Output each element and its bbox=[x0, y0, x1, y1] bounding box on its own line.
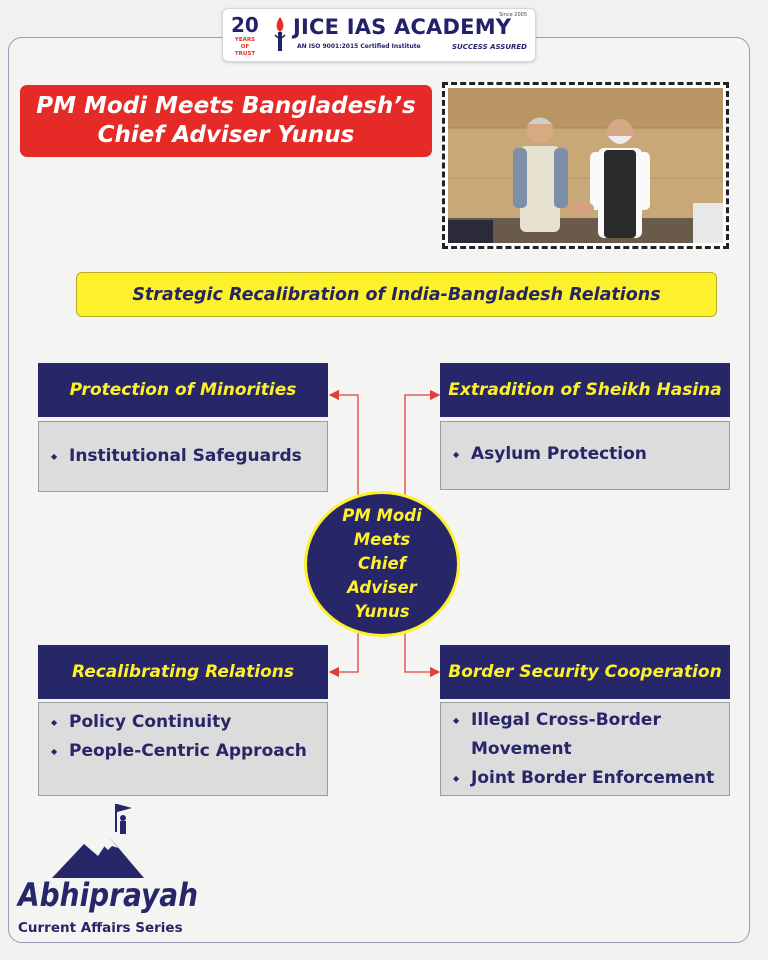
center-node bbox=[304, 491, 460, 637]
extradition-heading: Extradition of Sheikh Hasina bbox=[448, 380, 722, 400]
photo-frame bbox=[442, 82, 729, 249]
center-text: PM Modi Meets Chief Adviser Yunus bbox=[342, 506, 422, 621]
border-list bbox=[449, 706, 719, 793]
meeting-illustration bbox=[448, 88, 723, 243]
border-heading-box bbox=[440, 645, 730, 699]
extradition-list bbox=[449, 440, 719, 469]
relations-list bbox=[47, 708, 317, 766]
torch-icon bbox=[271, 15, 289, 53]
extradition-heading-box bbox=[440, 363, 730, 417]
list-item: ◆ Policy Continuity bbox=[47, 708, 317, 737]
series-brand bbox=[14, 798, 204, 940]
minorities-body bbox=[38, 421, 328, 492]
since-label: Since 2005 bbox=[499, 12, 527, 18]
page-title: PM Modi Meets Bangladesh’s Chief Adviser Yunus bbox=[36, 93, 416, 148]
tagline: SUCCESS ASSURED bbox=[452, 43, 527, 51]
list-item: ◆ People-Centric Approach bbox=[47, 737, 317, 766]
subtitle-text: Strategic Recalibration of India-Bangladesh Relations bbox=[132, 284, 661, 305]
subtitle-banner bbox=[76, 272, 717, 317]
relations-heading: Recalibrating Relations bbox=[71, 662, 295, 682]
years-number: 20 bbox=[231, 13, 259, 37]
list-item: ◆ Joint Border Enforcement bbox=[449, 764, 719, 793]
iso-label: AN ISO 9001:2015 Certified Institute bbox=[297, 43, 421, 50]
relations-body bbox=[38, 702, 328, 796]
list-item: ◆ Asylum Protection bbox=[449, 440, 719, 469]
minorities-list bbox=[47, 442, 317, 471]
academy-name: JICE IAS ACADEMY bbox=[293, 15, 512, 39]
border-heading: Border Security Cooperation bbox=[448, 662, 722, 682]
list-item: ◆ Illegal Cross-Border Movement bbox=[449, 706, 719, 764]
academy-logo bbox=[222, 8, 536, 62]
series-label: Current Affairs Series bbox=[18, 920, 183, 936]
minorities-heading-box bbox=[38, 363, 328, 417]
extradition-body bbox=[440, 421, 730, 490]
border-body bbox=[440, 702, 730, 796]
brand-wordmark: Abhiprayah bbox=[15, 876, 198, 914]
meeting-photo bbox=[448, 88, 723, 243]
years-caption: YEARS OF TRUST bbox=[234, 37, 256, 57]
minorities-heading: Protection of Minorities bbox=[69, 380, 297, 400]
list-item: ◆ Institutional Safeguards bbox=[47, 442, 317, 471]
mountain-logo-icon bbox=[14, 798, 204, 918]
relations-heading-box bbox=[38, 645, 328, 699]
title-banner bbox=[20, 85, 432, 157]
